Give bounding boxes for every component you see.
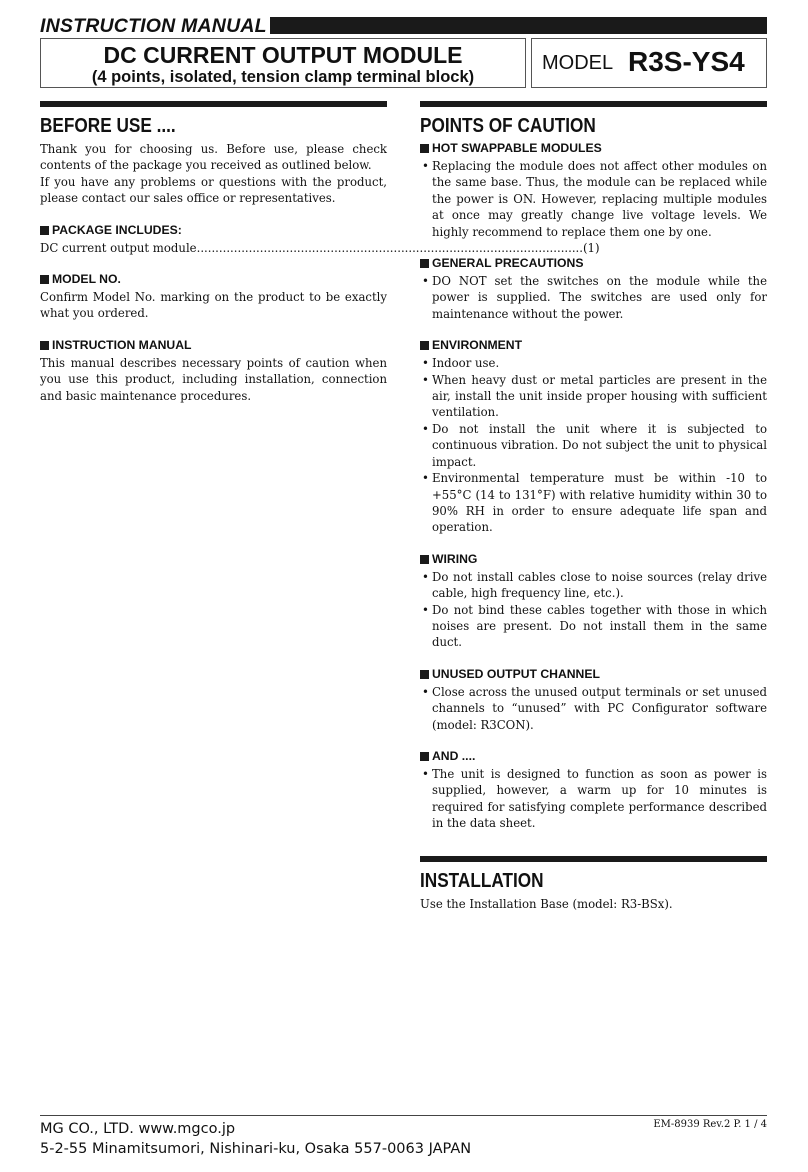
general-precautions-label: GENERAL PRECAUTIONS [432,256,584,271]
bullet-icon: • [422,159,429,173]
footer-rule [40,1115,767,1116]
list-item-text: Indoor use. [432,356,500,371]
list-item-text: The unit is designed to function as soon as power is supplied, however, a warm up for 10 minutes is required for satisfying complete performance described in the data sheet. [432,766,767,831]
list-item [420,602,767,651]
model-label: MODEL [542,52,614,74]
square-bullet-icon [420,341,429,350]
instruction-manual-title [40,338,387,353]
package-includes-title [40,223,387,238]
and-label: AND .... [432,748,476,763]
product-subtitle: (4 points, isolated, tension clamp terminal block) [91,68,475,86]
caution-heading: POINTS OF CAUTION [420,115,596,137]
environment-list [420,355,767,535]
bullet-icon: • [422,471,429,486]
manual-type-title: INSTRUCTION MANUAL [40,15,267,37]
list-item [420,470,767,536]
list-item-text: Do not install the unit where it is subjected to continuous vibration. Do not subject the unit to physical impact. [432,421,767,469]
hot-swap-label: HOT SWAPPABLE MODULES [432,141,602,155]
list-item [420,569,767,602]
list-item [420,273,767,322]
model-no-text: Confirm Model No. marking on the product to be exactly what you ordered. [40,290,387,321]
hot-swap-list [420,158,767,240]
unused-channel-label: UNUSED OUTPUT CHANNEL [432,666,600,681]
instruction-manual-label: INSTRUCTION MANUAL [52,337,192,352]
before-use-heading: BEFORE USE .... [40,115,176,137]
installation-heading: INSTALLATION [420,869,544,892]
square-bullet-icon [420,555,429,564]
list-item-text: Do not install cables close to noise sources (relay drive cable, high frequency line, etc.). [432,569,767,601]
square-bullet-icon [420,752,429,761]
square-bullet-icon [40,275,49,284]
list-item [420,421,767,470]
list-item [420,372,767,421]
bullet-icon: • [422,684,429,699]
bullet-icon: • [422,766,429,781]
square-bullet-icon [420,259,429,268]
bullet-icon: • [422,356,429,371]
wiring-title [420,552,767,567]
list-item-text: DO NOT set the switches on the module while the power is supplied. The switches are used only for maintenance without the power. [432,274,767,321]
package-item-name: DC current output module [40,240,197,255]
installation-text: Use the Installation Base (model: R3-BSx). [420,896,673,911]
square-bullet-icon [420,144,429,153]
list-item-text: When heavy dust or metal particles are present in the air, install the unit inside proper housing with sufficient ventilation. [432,372,767,420]
right-column [420,101,767,912]
square-bullet-icon [40,341,49,350]
model-code: R3S-YS4 [628,46,745,77]
unused-channel-list [420,684,767,733]
and-list [420,766,767,832]
document-number: EM-8939 Rev.2 P. 1 / 4 [653,1119,767,1130]
wiring-list [420,569,767,651]
footer-address: 5-2-55 Minamitsumori, Nishinari-ku, Osaka 557-0063 JAPAN [40,1141,472,1157]
list-item [420,158,767,240]
bullet-icon: • [422,602,429,617]
list-item-text: Close across the unused output terminals or set unused channels to “unused” with PC Configurator software (model: R3CON). [432,684,767,732]
bullet-icon: • [422,421,429,436]
environment-title [420,338,767,353]
list-item-text: Do not bind these cables together with those in which noises are present. Do not install them in the same duct. [432,602,767,650]
environment-label: ENVIRONMENT [432,338,523,353]
hot-swap-title [420,141,767,156]
model-no-label: MODEL NO. [52,272,121,287]
model-no-title [40,272,387,287]
wiring-label: WIRING [432,551,478,566]
list-item-text: Environmental temperature must be within -10 to +55°C (14 to 131°F) with relative humidity within 30 to 90% RH in order to ensure adequate life span and operation. [432,471,767,535]
product-title-box [40,38,526,88]
bullet-icon: • [422,274,429,289]
leader-dots: ........................................................................................................ [196,240,583,255]
package-item-row [40,240,600,256]
list-item [420,355,767,371]
general-precautions-title [420,256,767,271]
section-rule [40,101,387,107]
footer-company: MG CO., LTD. www.mgco.jp [40,1121,236,1137]
section-rule [420,856,767,862]
list-item [420,684,767,733]
bullet-icon: • [422,569,429,584]
header-bar [270,17,767,34]
product-title: DC CURRENT OUTPUT MODULE [103,42,463,68]
square-bullet-icon [420,670,429,679]
model-box [531,38,767,88]
list-item [420,766,767,832]
general-precautions-list [420,273,767,322]
and-title [420,749,767,764]
before-use-intro: Thank you for choosing us. Before use, please check contents of the package you received as outlined below. [40,142,387,173]
package-item-quantity: (1) [582,240,600,255]
square-bullet-icon [40,226,49,235]
package-includes-label: PACKAGE INCLUDES: [52,222,182,237]
bullet-icon: • [422,372,429,387]
instruction-manual-text: This manual describes necessary points of caution when you use this product, including installation, connection and basic maintenance procedures. [40,355,387,403]
list-item-text: Replacing the module does not affect other modules on the same base. Thus, the module can be replaced while the power is ON. However, replacing multiple modules at once may greatly change live voltage levels. We highly recommend to replace them one by one. [432,159,767,239]
unused-channel-title [420,667,767,682]
section-rule [420,101,767,107]
before-use-contact: If you have any problems or questions with the product, please contact our sales office or representatives. [40,174,387,206]
